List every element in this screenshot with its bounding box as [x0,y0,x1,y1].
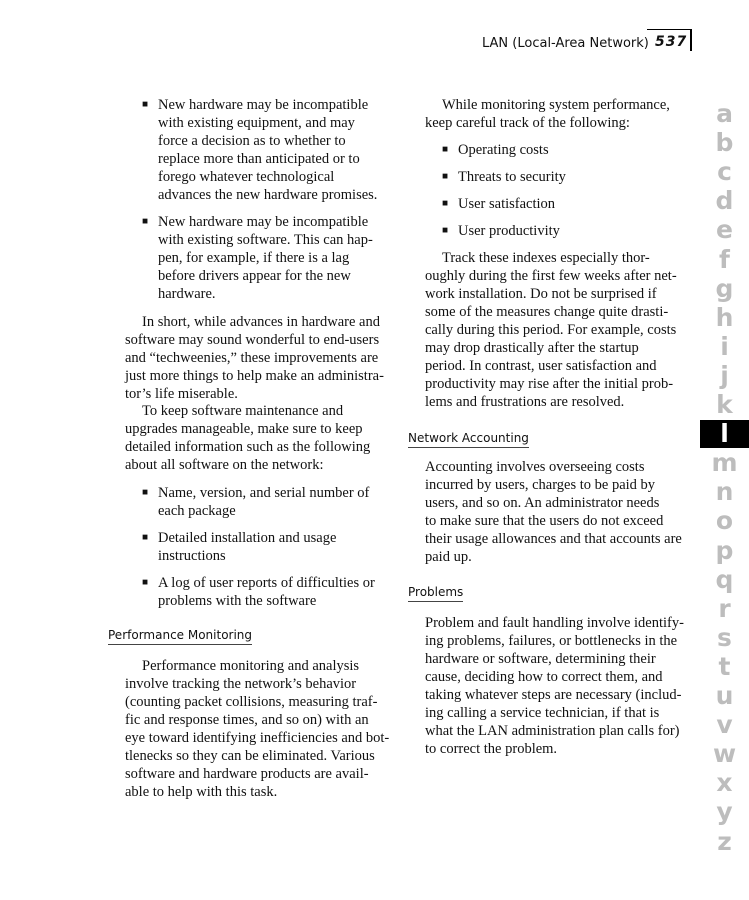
text-line: may drop drastically after the startup [425,340,639,356]
bullet-square-icon: ■ [442,144,449,155]
paragraph [125,402,370,474]
index-tab-j[interactable]: j [720,360,729,390]
bullet-square-icon: ■ [142,532,149,543]
text-line: New hardware may be incompatible [158,97,369,113]
index-tab-e[interactable]: e [716,215,733,245]
text-line: able to help with this task. [125,784,278,800]
text-line: with existing equipment, and may [158,115,355,131]
text-line: ing calling a service technician, if that is [425,705,660,721]
text-line: tlenecks so they can be eliminated. Various [125,748,375,764]
index-tab-p[interactable]: p [715,535,734,565]
index-tab-z[interactable]: z [717,826,732,856]
text-line: incurred by users, charges to be paid by [425,477,656,493]
index-tab-i[interactable]: i [720,331,729,361]
index-tab-c[interactable]: c [717,157,732,187]
index-tab-b[interactable]: b [715,128,734,158]
bullet-square-icon: ■ [442,171,449,182]
text-line: productivity may rise after the initial prob- [425,376,674,392]
text-line: cause, deciding how to correct them, and [425,669,663,685]
text-line: cally during this period. For example, costs [425,322,677,338]
text-line: users, and so on. An administrator needs [425,495,660,511]
bullet-item [442,168,566,186]
text-line: User productivity [458,223,560,239]
index-tab-q[interactable]: q [715,564,734,594]
text-line: A log of user reports of difficulties or [158,575,375,591]
text-line: each package [158,503,236,519]
text-line: forego whatever technological [158,169,335,185]
text-line: New hardware may be incompatible [158,214,369,230]
text-line: fic and response times, and so on) with an [125,712,369,728]
index-tab-u[interactable]: u [715,681,734,710]
text-line: to correct the problem. [425,741,558,757]
index-tab-r[interactable]: r [718,593,731,623]
bullet-item [442,222,560,240]
section-heading: Performance Monitoring [108,628,252,645]
header-rule-vertical [690,29,692,51]
text-line: paid up. [425,549,472,565]
text-line: tor’s life miserable. [125,386,238,402]
text-line: While monitoring system performance, [442,97,670,113]
text-line: In short, while advances in hardware and [142,314,380,330]
text-line: period. In contrast, user satisfaction and [425,358,657,374]
bullet-square-icon: ■ [142,216,149,227]
bullet-item [142,213,373,303]
text-line: hardware or software, determining their [425,651,656,667]
text-line: Accounting involves overseeing costs [425,459,645,475]
text-line: their usage allowances and that accounts are [425,531,682,547]
text-line: taking whatever steps are necessary (includ- [425,687,682,703]
text-line: about all software on the network: [125,457,324,473]
bullet-square-icon: ■ [142,487,149,498]
text-line: Operating costs [458,142,549,158]
index-tab-k[interactable]: k [716,390,733,419]
text-line: to make sure that the users do not exceed [425,513,664,529]
index-tab-y[interactable]: y [716,797,733,827]
text-line: advances the new hardware promises. [158,187,378,203]
bullet-square-icon: ■ [142,577,149,588]
text-line: Threats to security [458,169,566,185]
paragraph [425,614,684,758]
text-line: work installation. Do not be surprised if [425,286,657,302]
text-line: before drivers appear for the new [158,268,351,284]
index-tab-w[interactable]: w [712,739,737,769]
text-line: with existing software. This can hap- [158,232,373,248]
bullet-square-icon: ■ [442,198,449,209]
header-rule [647,29,691,30]
bullet-item [142,484,370,520]
bullet-item [142,529,337,565]
bullet-item [142,574,375,610]
bullet-item [142,96,378,204]
index-tab-m[interactable]: m [711,448,738,478]
text-line: and “techweenies,” these improvements are [125,350,379,366]
index-tab-n[interactable]: n [715,477,734,507]
text-line: Performance monitoring and analysis [142,658,360,674]
bullet-item [442,141,549,159]
index-tab-h[interactable]: h [715,302,734,332]
section-heading: Network Accounting [408,431,529,448]
index-tab-t[interactable]: t [718,651,731,681]
bullet-square-icon: ■ [442,225,449,236]
text-line: software and hardware products are avail- [125,766,369,782]
text-line: User satisfaction [458,196,556,212]
text-line: problems with the software [158,593,317,609]
text-line: (counting packet collisions, measuring traf- [125,694,378,710]
section-heading: Problems [408,585,463,602]
text-line: ing problems, failures, or bottlenecks in the [425,633,678,649]
text-line: lems and frustrations are resolved. [425,394,625,410]
index-tab-f[interactable]: f [719,244,730,274]
text-line: Name, version, and serial number of [158,485,370,501]
text-line: upgrades manageable, make sure to keep [125,421,363,437]
index-tab-v[interactable]: v [716,710,733,740]
bullet-item [442,195,556,213]
text-line: involve tracking the network’s behavior [125,676,357,692]
text-line: replace more than anticipated or to [158,151,360,167]
page-number: 537 [655,34,688,50]
text-line: keep careful track of the following: [425,115,630,131]
text-line: what the LAN administration plan calls for) [425,723,680,739]
index-tab-o[interactable]: o [715,506,734,536]
text-line: oughly during the first few weeks after net- [425,268,677,284]
text-line: hardware. [158,286,216,302]
paragraph [425,249,677,411]
index-tab-s[interactable]: s [717,622,732,652]
index-tab-x[interactable]: x [716,768,733,798]
index-tab-g[interactable]: g [715,273,734,303]
text-line: just more things to help make an administra- [125,368,384,384]
running-header: LAN (Local-Area Network) [482,36,649,51]
text-line: eye toward identifying inefficiencies and bot- [125,730,390,746]
paragraph [425,96,670,132]
bullet-square-icon: ■ [142,99,149,110]
text-line: Detailed installation and usage [158,530,337,546]
paragraph [125,657,389,801]
paragraph [425,458,682,566]
text-line: software may sound wonderful to end-users [125,332,380,348]
text-line: pen, for example, if there is a lag [158,250,350,266]
index-tab-a[interactable]: a [716,99,733,128]
text-line: Problem and fault handling involve identify- [425,615,684,631]
index-tab-d[interactable]: d [715,186,734,216]
text-line: force a decision as to whether to [158,133,346,149]
paragraph [125,313,384,403]
index-tab-l[interactable]: l [700,420,749,448]
text-line: Track these indexes especially thor- [442,250,650,266]
text-line: instructions [158,548,226,564]
text-line: some of the measures change quite drasti- [425,304,669,320]
text-line: To keep software maintenance and [142,403,344,419]
text-line: detailed information such as the following [125,439,371,455]
